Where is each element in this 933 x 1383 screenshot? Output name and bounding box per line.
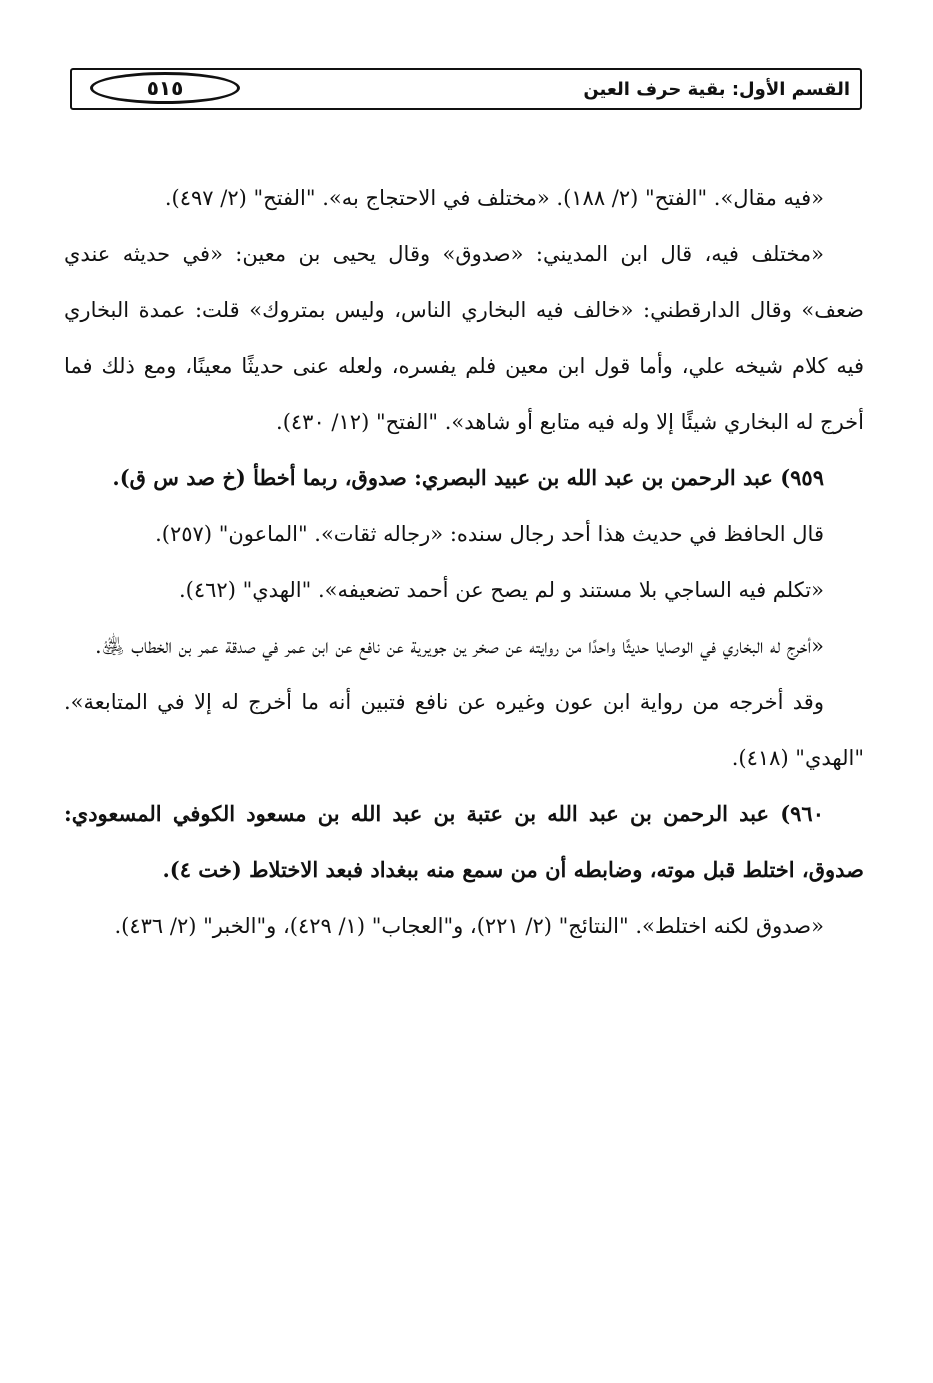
paragraph-fath-quote: «فيه مقال». "الفتح" (٢/ ١٨٨). «مختلف في الاحتجاج به». "الفتح" (٢/ ٤٩٧). <box>164 186 824 210</box>
page-body <box>64 170 864 954</box>
paragraph-wasaya: «أخرج له البخاري في الوصايا حديثًا واحدًا من روايته عن صخر ين جويرية عن نافع عن ابن عمر في صدقة عمر بن الخطاب ﵁. <box>94 634 824 658</box>
paragraph-mutabaa: وقد أخرجه من رواية ابن عون وغيره عن نافع فتبين أنه ما أخرج له إلا في المتابعة». "الهدي" (٤١٨). <box>64 690 864 770</box>
paragraph-mukhtalaf-fih: «مختلف فيه، قال ابن المديني: «صدوق» وقال يحيى بن معين: «في حديثه عندي ضعف» وقال الدارقطني: «خالف فيه البخاري الناس، وليس بمتروك» قلت: عمدة البخاري فيه كلام شيخه علي، وأما قول ابن معين فلم يفسره، ولعله عنى حديثًا معينًا، ومع ذلك فما أخرج له البخاري شيئًا إلا وله فيه متابع أو شاهد». "الفتح" (١٢/ ٤٣٠). <box>64 242 864 434</box>
running-header <box>70 68 862 110</box>
header-title: القسم الأول: بقية حرف العين <box>583 79 850 100</box>
entry-heading-960: ٩٦٠) عبد الرحمن بن عبد الله بن عتبة بن عبد الله بن مسعود الكوفي المسعودي: صدوق، اختلط قبل موته، وضابطه أن من سمع منه ببغداد فبعد الاختلاط (خت ٤). <box>64 801 864 882</box>
entry-heading-959: ٩٥٩) عبد الرحمن بن عبد الله بن عبيد البصري: صدوق، ربما أخطأ (خ صد س ق). <box>112 465 824 490</box>
page-number: ٥١٥ <box>90 72 240 104</box>
paragraph-hafiz-sanad: قال الحافظ في حديث هذا أحد رجال سنده: «رجاله ثقات». "الماعون" (٢٥٧). <box>155 522 824 546</box>
paragraph-saji: «تكلم فيه الساجي بلا مستند و لم يصح عن أحمد تضعيفه». "الهدي" (٤٦٢). <box>178 578 824 602</box>
paragraph-ikhtalat: «صدوق لكنه اختلط». "النتائج" (٢/ ٢٢١)، و"العجاب" (١/ ٤٢٩)، و"الخبر" (٢/ ٤٣٦). <box>114 914 824 938</box>
